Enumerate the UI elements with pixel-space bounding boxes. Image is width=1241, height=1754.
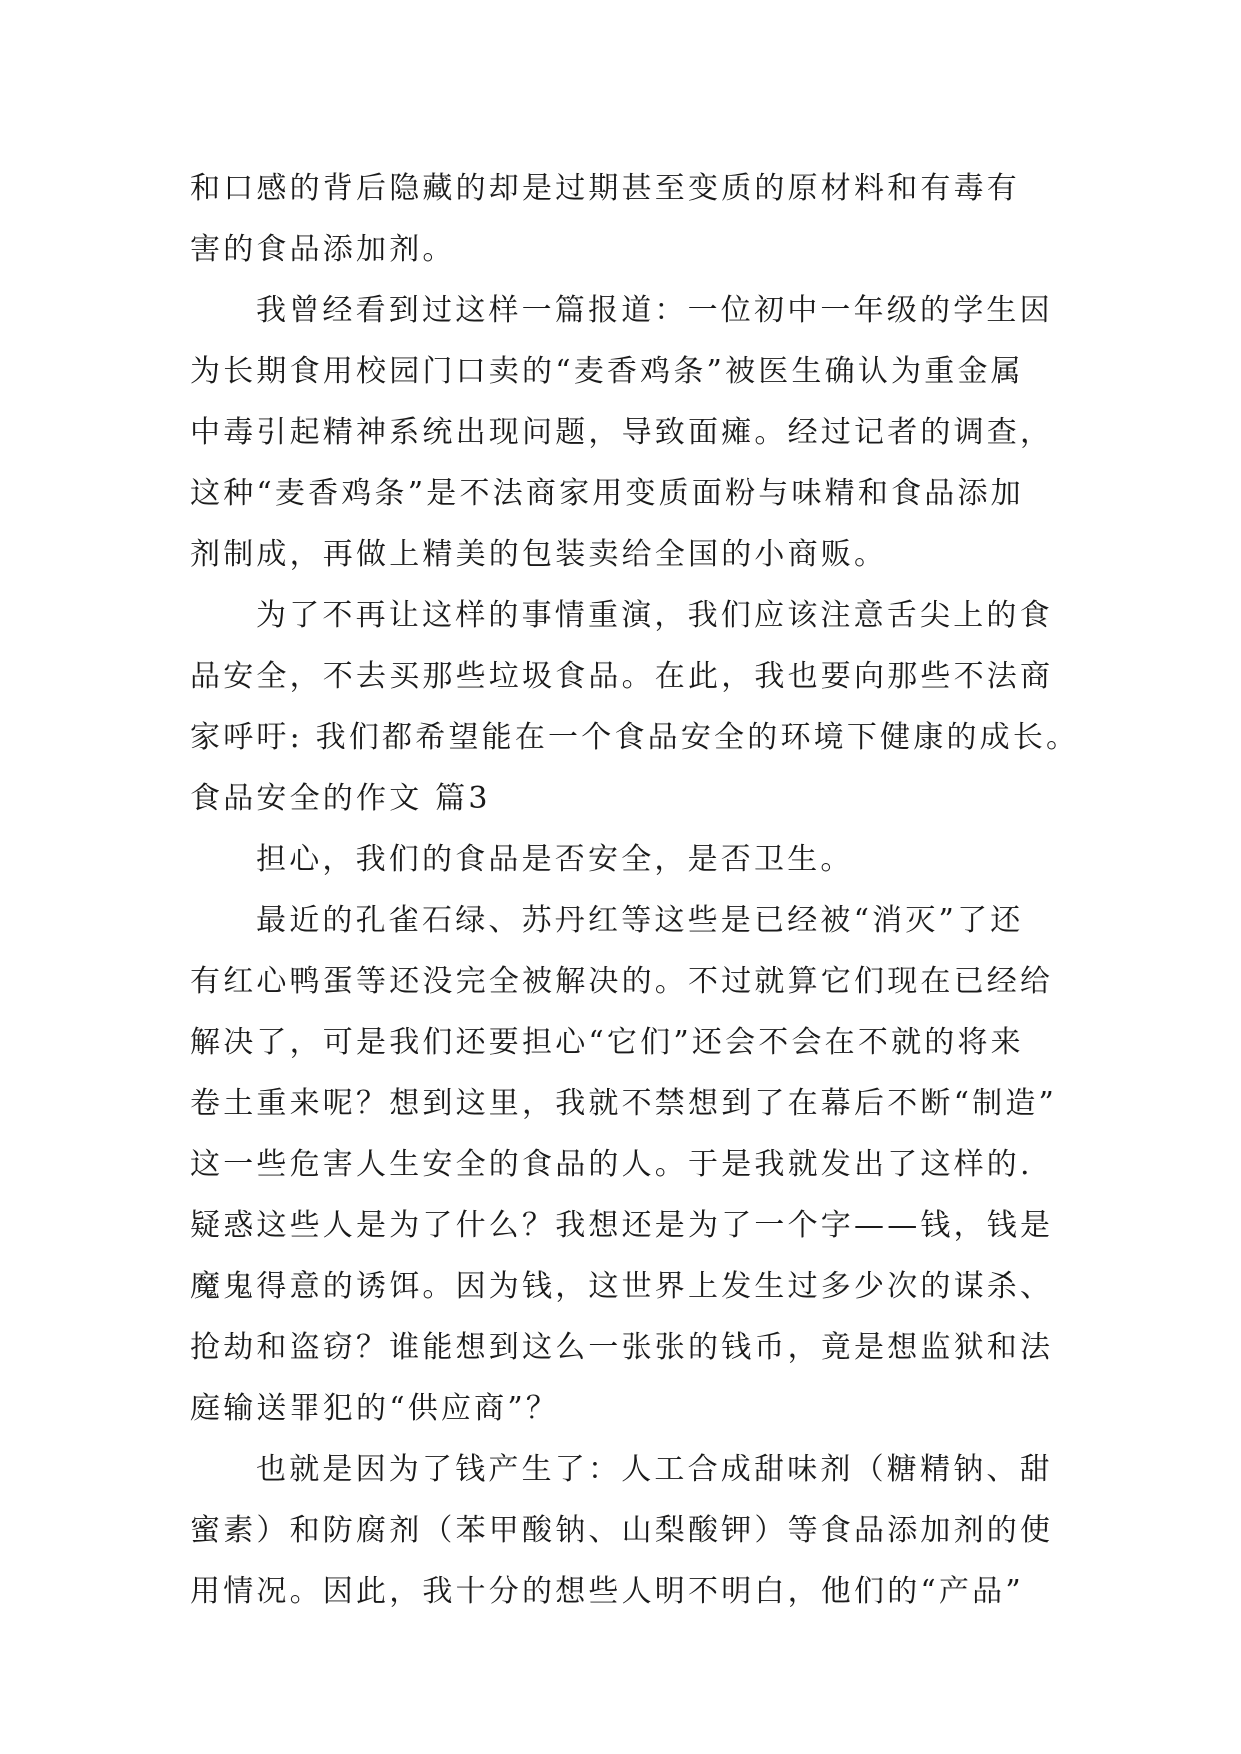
text-line: 品安全，不去买那些垃圾食品。在此，我也要向那些不法商 (190, 659, 1054, 694)
text-line: 有红心鸭蛋等还没完全被解决的。不过就算它们现在已经给 (190, 964, 1054, 999)
paragraph-start: 最近的孔雀石绿、苏丹红等这些是已经被“消灭”了还 (256, 903, 1024, 938)
text-line: 卷土重来呢？想到这里，我就不禁想到了在幕后不断“制造” (190, 1086, 1058, 1121)
text-line: 庭输送罪犯的“供应商”？ (190, 1391, 560, 1426)
text-line: 中毒引起精神系统出现问题，导致面瘫。经过记者的调查， (190, 415, 1054, 450)
text-line: 疑惑这些人是为了什么？我想还是为了一个字——钱，钱是 (190, 1208, 1054, 1243)
text-line: 蜜素）和防腐剂（苯甲酸钠、山梨酸钾）等食品添加剂的使 (190, 1513, 1054, 1548)
text-line: 这种“麦香鸡条”是不法商家用变质面粉与味精和食品添加 (190, 476, 1024, 511)
text-line: 这一些危害人生安全的食品的人。于是我就发出了这样的. (190, 1147, 1033, 1182)
text-line: 家呼吁: 我们都希望能在一个食品安全的环境下健康的成长。 (190, 720, 1080, 755)
document-page (190, 158, 1080, 1622)
text-line: 和口感的背后隐藏的却是过期甚至变质的原材料和有毒有 (190, 171, 1020, 206)
text-line: 用情况。因此，我十分的想些人明不明白，他们的“产品” (190, 1574, 1024, 1609)
text-line: 剂制成，再做上精美的包装卖给全国的小商贩。 (190, 537, 888, 572)
section-heading: 食品安全的作文 篇3 (190, 781, 491, 816)
paragraph-start: 也就是因为了钱产生了：人工合成甜味剂（糖精钠、甜 (256, 1452, 1053, 1487)
paragraph-start: 我曾经看到过这样一篇报道：一位初中一年级的学生因 (256, 293, 1053, 328)
paragraph-start: 为了不再让这样的事情重演，我们应该注意舌尖上的食 (256, 598, 1053, 633)
text-line: 解决了，可是我们还要担心“它们”还会不会在不就的将来 (190, 1025, 1024, 1060)
text-line: 魔鬼得意的诱饵。因为钱，这世界上发生过多少次的谋杀、 (190, 1269, 1054, 1304)
text-line: 抢劫和盗窃？谁能想到这么一张张的钱币，竟是想监狱和法 (190, 1330, 1054, 1365)
paragraph-start: 担心，我们的食品是否安全，是否卫生。 (256, 842, 854, 877)
text-line: 为长期食用校园门口卖的“麦香鸡条”被医生确认为重金属 (190, 354, 1024, 389)
text-line: 害的食品添加剂。 (190, 232, 456, 267)
